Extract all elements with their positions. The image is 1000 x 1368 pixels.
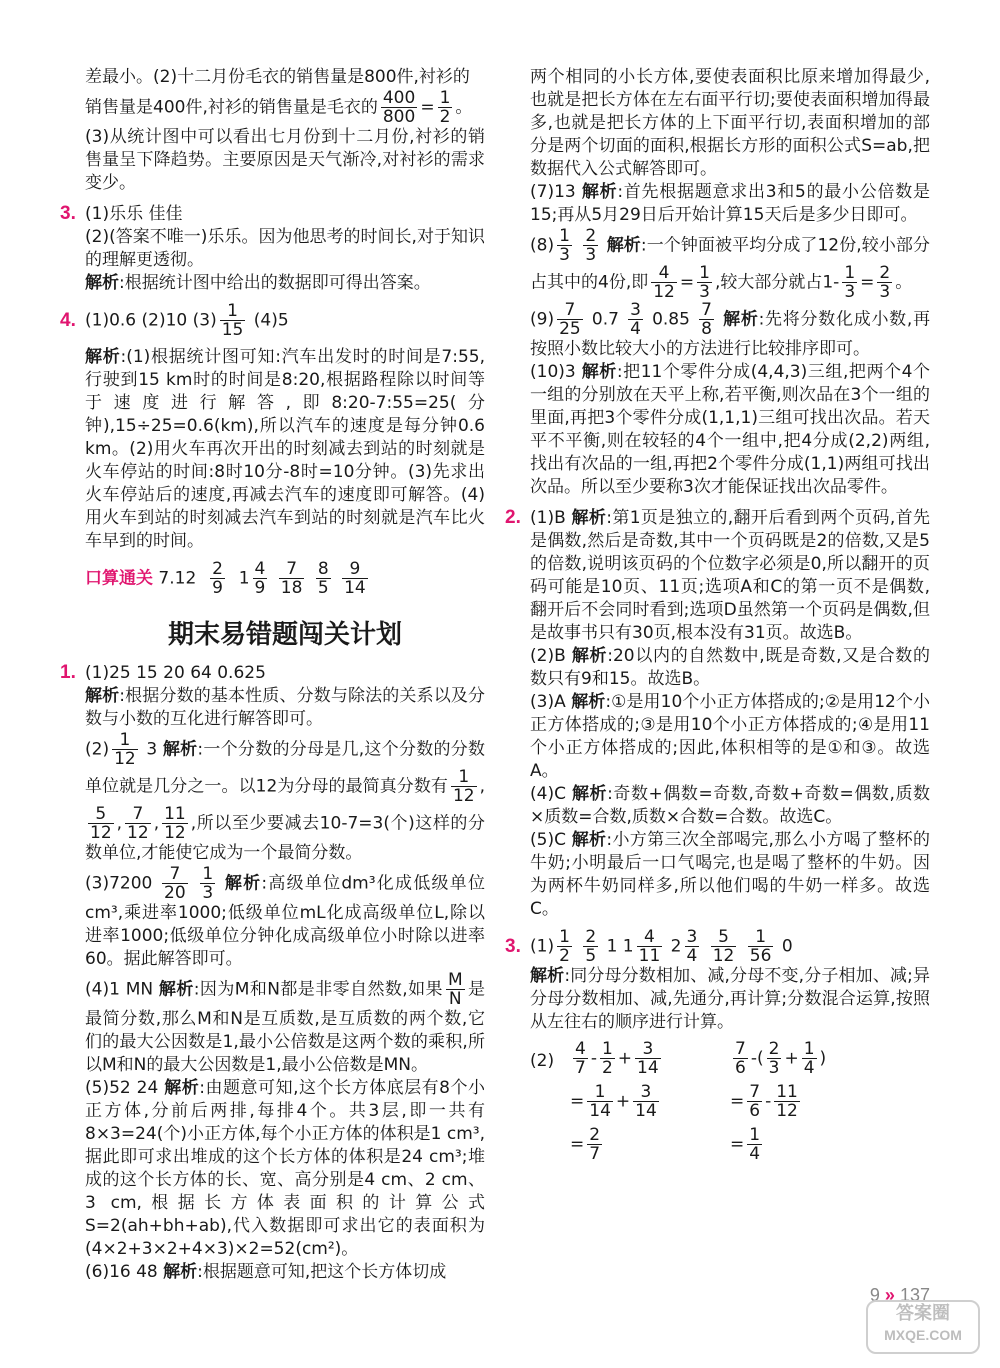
section2-item4: (4)C 解析:奇数+偶数=奇数,奇数+奇数=偶数,质数×质数=合数,质数×合数=合数。故选C。 [530, 784, 931, 827]
section1-item8: (8) $\frac{1}{3}$ $\frac{2}{3}$ 解析:一个钟面被平均分成了12份,较小部分占其中的4份,即 $\frac{4}{12}$ = $\frac{1}{3}$ ,较大部分就占1- $\frac{1}{3}$ = $\frac{2}{3}$ 。 [530, 226, 931, 302]
text-paragraph: (3)从统计图中可以看出七月份到十二月份,衬衫的销售量呈下降趋势。主要原因是天气渐冷,对衬衫的需求变少。 [85, 127, 485, 193]
grade-label: 9 [869, 1285, 880, 1305]
section1-item1: 1. (1)25 15 20 64 0.625 [60, 662, 266, 683]
section2-item2: (2)B 解析:20以内的自然数中,既是奇数,又是合数的数只有9和15。故选B。 [530, 646, 931, 689]
text-line: 销售量是400件,衬衫的销售量是毛衣的 $\frac{400}{800}$ = $\frac{1}{2}$ 。 [85, 88, 473, 127]
section1-item9: (9) $\frac{7}{25}$ 0.7 $\frac{3}{4}$ 0.85 $\frac{7}{8}$ 解析:先将分数化成小数,再按照小数比较大小的方法进行比较排序即可。 [530, 300, 931, 359]
fraction: $\frac{400}{800}$ [382, 88, 416, 127]
section1-item2: (2) $\frac{1}{12}$ 3 解析:一个分数的分母是几,这个分数的分数单位就是几分之一。以12为分母的最简真分数有 $\frac{1}{12}$ , $\frac{5}{12}$ , $\frac{7}{12}$ , $\frac{11}{12}$ ,所以至少要减去10-7=3(个)这样的分数单位,才能使它成为一个最简分数。 [85, 730, 485, 863]
analysis: 解析:同分母分数相加、减,分母不变,分子相加、减;异分母分数相加、减,先通分,再计算;分数混合运算,按照从左往右的顺序进行计算。 [530, 966, 931, 1032]
text-line: 差最小。(2)十二月份毛衣的销售量是800件,衬衫的 [85, 67, 470, 87]
analysis: 解析:根据统计图中给出的数据即可得出答案。 [85, 273, 431, 293]
right-column [505, 66, 931, 1200]
question-number: 2. [505, 507, 521, 528]
question-number: 1. [60, 662, 76, 683]
section2-item1: 2. (1)B 解析:第1页是独立的,翻开后看到两个页码,首先是偶数,然后是奇数,其中一个页码既是2的倍数,又是5的倍数,说明该页码的个位数字必须是0,所以翻开的页码可能是10页、11页;选项A和C的第一页不是偶数,翻开后不会同时看到;选项D虽然第一个页码是偶数,但是故事书只有30页,根本没有31页。故选B。 [505, 507, 931, 643]
text-paragraph: (2)(答案不唯一)乐乐。因为他思考的时间长,对于知识的理解更透彻。 [85, 227, 485, 270]
page-number: 137 [899, 1285, 930, 1305]
question-number: 4. [60, 309, 76, 331]
chevron-right-icon: » [884, 1285, 895, 1305]
section1-item3: (3)7200 $\frac{7}{20}$ $\frac{1}{3}$ 解析:高级单位dm³化成低级单位cm³,乘进率1000;低级单位mL化成高级单位L,除以进率1000;低级单位分钟化成高级单位小时除以进率60。据此解答即可。 [85, 864, 486, 969]
analysis: 解析:(1)根据统计图可知:汽车出发时的时间是7:55,行驶到15 km时的时间是8:20,根据路程除以时间等于速度进行解答,即8:20-7:55=25(分钟),15÷25=0.6(km),所以汽车的速度是每分钟0.6 km。(2)用火车再次开出的时刻减去到站的时刻就是火车停站的时间:8时10分-8时=10分钟。(3)先求出火车停站后的速度,再减去汽车的速度即可解答。(4)用火车到站的时刻减去汽车到站的时刻就是汽车比火车早到的时间。 [85, 347, 486, 551]
calc-a: $\frac{4}{7}$ - $\frac{1}{2}$ + $\frac{3}{14}$ = $\frac{1}{14}$ + $\frac{3}{14}$ = $\frac{2}{7}$ [570, 1039, 659, 1164]
fraction: $\frac{1}{2}$ [439, 88, 451, 127]
section1-item4: (4)1 MN 解析:因为M和N都是非零自然数,如果 $\frac{M}{N}$ 是最简分数,那么M和N是互质数,是互质数的两个数,它们的最大公因数是1,最小公倍数是这两个数的乘积,所以M和N的最大公因数是1,最小公倍数是MN。 [85, 970, 486, 1075]
question-3: 3. (1)乐乐 佳佳 [60, 203, 183, 224]
question-number: 3. [505, 935, 521, 957]
section-title: 期末易错题闯关计划 [167, 620, 402, 650]
oral-calc-line: 口算通关 7.12 $\frac{2}{9}$ 1 $\frac{4}{9}$ $\frac{7}{18}$ $\frac{8}{5}$ $\frac{9}{14}$ [85, 559, 366, 598]
section3-item1: 3. (1) $\frac{1}{2}$ $\frac{2}{5}$ 1 1 $\frac{4}{11}$ 2 $\frac{3}{4}$ $\frac{5}{12}$ $\frac{1}{56}$ 0 [505, 927, 793, 966]
calc-block: (2) $\frac{4}{7}$ - $\frac{1}{2}$ + $\frac{3}{14}$ = $\frac{1}{14}$ + $\frac{3}{14}$ = $\frac{2}{7}$ $\frac{7}{6}$ -( $\frac{2}{3}$ + $\frac{1}{4}$ ) = $\frac{7}{6}$ - $\frac{11}{12}$ = $\frac{1}{4}$ [530, 1039, 827, 1164]
calc-b: $\frac{7}{6}$ -( $\frac{2}{3}$ + $\frac{1}{4}$ ) = $\frac{7}{6}$ - $\frac{11}{12}$ = $\frac{1}{4}$ [730, 1039, 827, 1164]
oral-calc-label: 口算通关 [85, 568, 153, 589]
text-paragraph: 两个相同的小长方体,要使表面积比原来增加得最少,也就是把长方体在左右面平行切;要使表面积增加得最多,也就是把长方体的上下面平行切,表面积增加的部分是两个切面的面积,根据长方形的面积公式S=ab,把数据代入公式解答即可。 [530, 67, 930, 179]
section2-item5: (5)C 解析:小方第三次全部喝完,那么小方喝了整杯的牛奶;小明最后一口气喝完,也是喝了整杯的牛奶。因为两杯牛奶同样多,所以他们喝的牛奶一样多。故选C。 [530, 830, 930, 919]
question-4: 4. (1)0.6 (2)10 (3) $\frac{1}{15}$ (4)5 [60, 301, 289, 340]
analysis: 解析:根据分数的基本性质、分数与除法的关系以及分数与小数的互化进行解答即可。 [85, 686, 486, 729]
fraction: $\frac{1}{15}$ [221, 301, 244, 340]
section1-item5: (5)52 24 解析:由题意可知,这个长方体底层有8个小正方体,分前后两排,每排4个。共3层,即一共有8×3=24(个)小正方体,每个小正方体的体积是1 cm³,据此即可求出堆成的这个长方体的体积是24 cm³;堆成的这个长方体的长、宽、高分别是4 cm、2 cm、3 cm,根据长方体表面积的计算公式S=2(ah+bh+ab),代入数据即可求出它的表面积为(4×2+3×2+4×3)×2=52(cm²)。 [85, 1078, 486, 1259]
watermark-logo: 答案圈 MXQE.COM [866, 1300, 980, 1354]
left-column [60, 66, 486, 1284]
section2-item3: (3)A 解析:①是用10个小正方体搭成的;②是用12个小正方体搭成的;③是用10个小正方体搭成的;④是用11个小正方体搭成的;因此,体积相等的是①和③。故选A。 [530, 692, 931, 781]
section1-item7: (7)13 解析:首先根据题意求出3和5的最小公倍数是15;再从5月29日后开始计算15天后是多少日即可。 [530, 182, 931, 225]
question-number: 3. [60, 203, 76, 224]
section1-item10: (10)3 解析:把11个零件分成(4,4,3)三组,把两个4个一组的分别放在天平上称,若平衡,则次品在3个一组的里面,再把3个零件分成(1,1,1)三组可找出次品。若天平不平衡,则在较轻的4个一组中,把4分成(2,2)两组,找出有次品的一组,再把2个零件分成(1,1)两组可找出次品。所以至少要称3次才能保证找出次品零件。 [530, 362, 930, 497]
section1-item6: (6)16 48 解析:根据题意可知,把这个长方体切成 [85, 1262, 447, 1282]
